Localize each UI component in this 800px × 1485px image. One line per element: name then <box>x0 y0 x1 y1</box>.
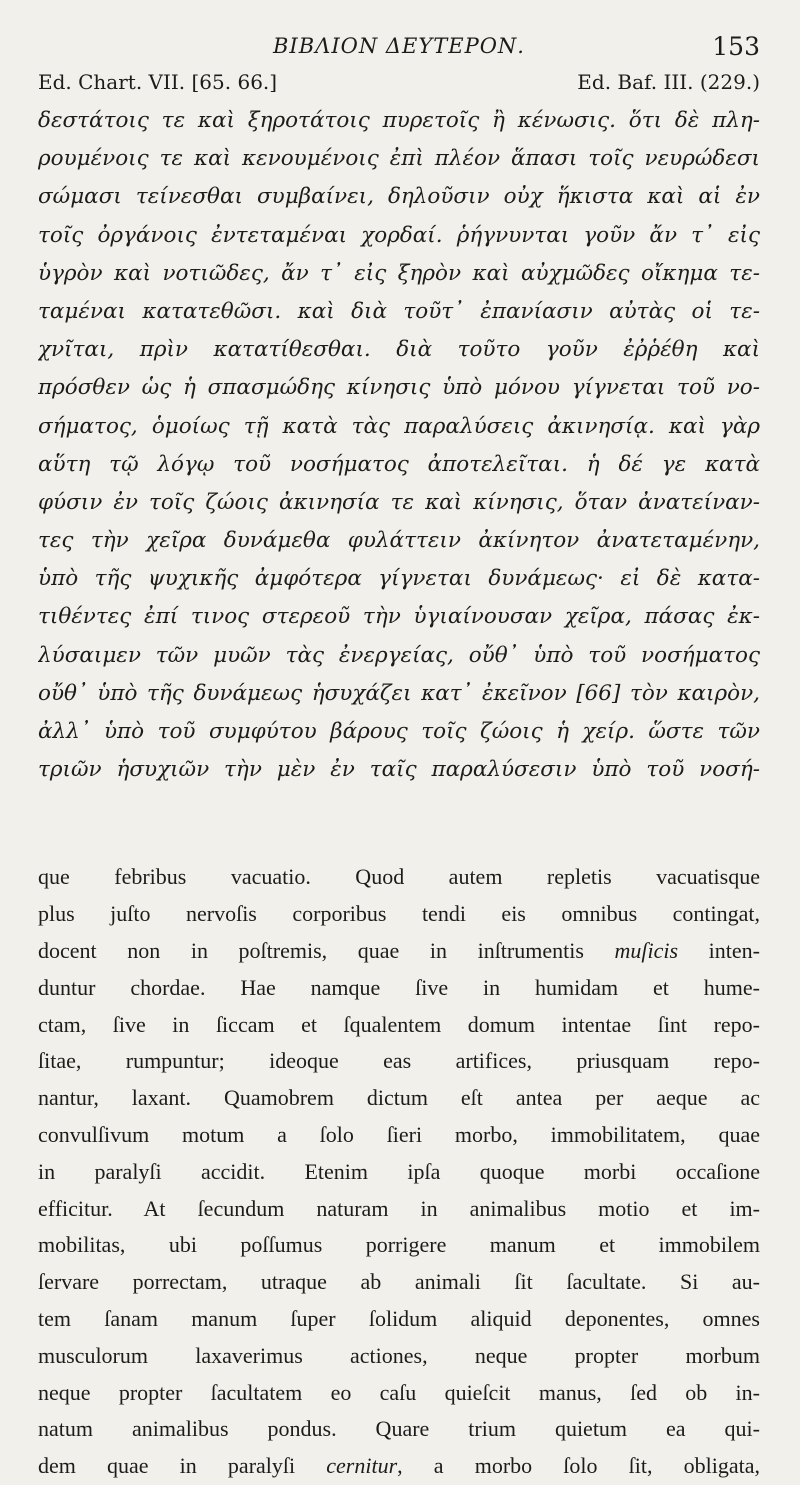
greek-text-line: σήματος, ὁμοίως τῇ κατὰ τὰς παραλύσεις ἀκινησίᾳ. καὶ γὰρ <box>38 413 760 439</box>
greek-text-line: πρόσθεν ὡς ἡ σπασμώδης κίνησις ὑπὸ μόνου γίγνεται τοῦ νο- <box>38 375 760 401</box>
latin-text-line: docent non in poſtremis, quae in inſtrumentis muſicis inten- <box>38 937 760 963</box>
italic-word: cernitur <box>326 1453 398 1479</box>
latin-text-line: que febribus vacuatio. Quod autem repletis vacuatisque <box>38 864 760 890</box>
greek-text-line: φύσιν ἐν τοῖς ζώοις ἀκινησία τε καὶ κίνησις, ὅταν ἀνατείναν- <box>38 489 760 515</box>
latin-text-line: natum animalibus pondus. Quare trium quietum ea qui- <box>38 1416 760 1442</box>
latin-text-line: plus juſto nervoſis corporibus tendi eis omnibus contingat, <box>38 901 760 927</box>
latin-text-line: musculorum laxaverimus actiones, neque propter morbum <box>38 1342 760 1368</box>
latin-translation-block <box>38 859 760 1485</box>
greek-text-line: λύσαιμεν τῶν μυῶν τὰς ἐνεργείας, οὔθ᾽ ὑπὸ τοῦ νοσήματος <box>38 642 760 668</box>
latin-text-line: ctam, ſive in ſiccam et ſqualentem domum intentae ſint repo- <box>38 1011 760 1037</box>
column-gap <box>38 789 760 859</box>
edition-basel-ref: Ed. Baf. III. (229.) <box>577 70 760 94</box>
greek-text-line: τριῶν ἡσυχιῶν τὴν μὲν ἐν ταῖς παραλύσεσιν ὑπὸ τοῦ νοσή- <box>38 757 760 783</box>
latin-text-line: efficitur. At ſecundum naturam in animalibus motio et im- <box>38 1195 760 1221</box>
greek-text-block <box>38 102 760 789</box>
running-title: ΒΙΒΛΙΟΝ ΔΕΥΤΕΡΟΝ. <box>273 34 525 58</box>
greek-text-line: τιθέντες ἐπί τινος στερεοῦ τὴν ὑγιαίνουσαν χεῖρα, πάσας ἐκ- <box>38 604 760 630</box>
greek-text-line: αὕτη τῷ λόγῳ τοῦ νοσήματος ἀποτελεῖται. ἡ δέ γε κατὰ <box>38 451 760 477</box>
edition-chartier-ref: Ed. Chart. VII. [65. 66.] <box>38 70 278 94</box>
greek-text-line: δεστάτοις τε καὶ ξηροτάτοις πυρετοῖς ἢ κένωσις. ὅτι δὲ πλη- <box>38 108 760 133</box>
greek-text-line: χνῖται, πρὶν κατατίθεσθαι. διὰ τοῦτο γοῦν ἐῤῥέθη καὶ <box>38 337 760 363</box>
greek-text-line: οὔθ᾽ ὑπὸ τῆς δυνάμεως ἡσυχάζει κατ᾽ ἐκεῖνον [66] τὸν καιρὸν, <box>38 680 760 706</box>
latin-text-line: in paralyſi accidit. Etenim ipſa quoque morbi occaſione <box>38 1158 760 1184</box>
greek-text-line: ὑπὸ τῆς ψυχικῆς ἀμφότερα γίγνεται δυνάμεως· εἰ δὲ κατα- <box>38 566 760 592</box>
greek-text-line: ρουμένοις τε καὶ κενουμένοις ἐπὶ πλέον ἅπασι τοῖς νευρώδεσι <box>38 146 760 172</box>
greek-text-line: ἀλλ᾽ ὑπὸ τοῦ συμφύτου βάρους τοῖς ζώοις ἡ χείρ. ὥστε τῶν <box>38 719 760 744</box>
latin-text-line: mobilitas, ubi poſſumus porrigere manum et immobilem <box>38 1232 760 1258</box>
edition-references <box>38 70 760 102</box>
latin-text-line: ſitae, rumpuntur; ideoque eas artifices, priusquam repo- <box>38 1048 760 1074</box>
greek-text-line: ταμέναι κατατεθῶσι. καὶ διὰ τοῦτ᾽ ἐπανίασιν αὐτὰς οἱ τε- <box>38 298 760 324</box>
page-header <box>38 28 760 70</box>
latin-text-line: duntur chordae. Hae namque ſive in humidam et hume- <box>38 974 760 1000</box>
latin-text-line: ſervare porrectam, utraque ab animali ſit ſacultate. Si au- <box>38 1269 760 1295</box>
latin-text-line: tem ſanam manum ſuper ſolidum aliquid deponentes, omnes <box>38 1305 760 1331</box>
greek-text-line: τες τὴν χεῖρα δυνάμεθα φυλάττειν ἀκίνητον ἀνατεταμένην, <box>38 528 760 554</box>
page-number: 153 <box>712 32 760 61</box>
greek-text-line: σώμασι τείνεσθαι συμβαίνει, δηλοῦσιν οὐχ ἥκιστα καὶ αἱ ἐν <box>38 184 760 210</box>
latin-text-line: neque propter ſacultatem eo caſu quieſcit manus, ſed ob in- <box>38 1379 760 1405</box>
latin-text-line: dem quae in paralyſi cernitur, a morbo ſolo ſit, obligata, <box>38 1453 760 1479</box>
latin-text-line: convulſivum motum a ſolo ſieri morbo, immobilitatem, quae <box>38 1121 760 1147</box>
greek-text-line: ὑγρὸν καὶ νοτιῶδες, ἄν τ᾽ εἰς ξηρὸν καὶ αὐχμῶδες οἴκημα τε- <box>38 260 760 286</box>
latin-text-line: nantur, laxant. Quamobrem dictum eſt antea per aeque ac <box>38 1085 760 1111</box>
italic-word: muſicis <box>614 937 679 963</box>
greek-text-line: τοῖς ὀργάνοις ἐντεταμέναι χορδαί. ῥήγνυνται γοῦν ἄν τ᾽ εἰς <box>38 222 760 248</box>
